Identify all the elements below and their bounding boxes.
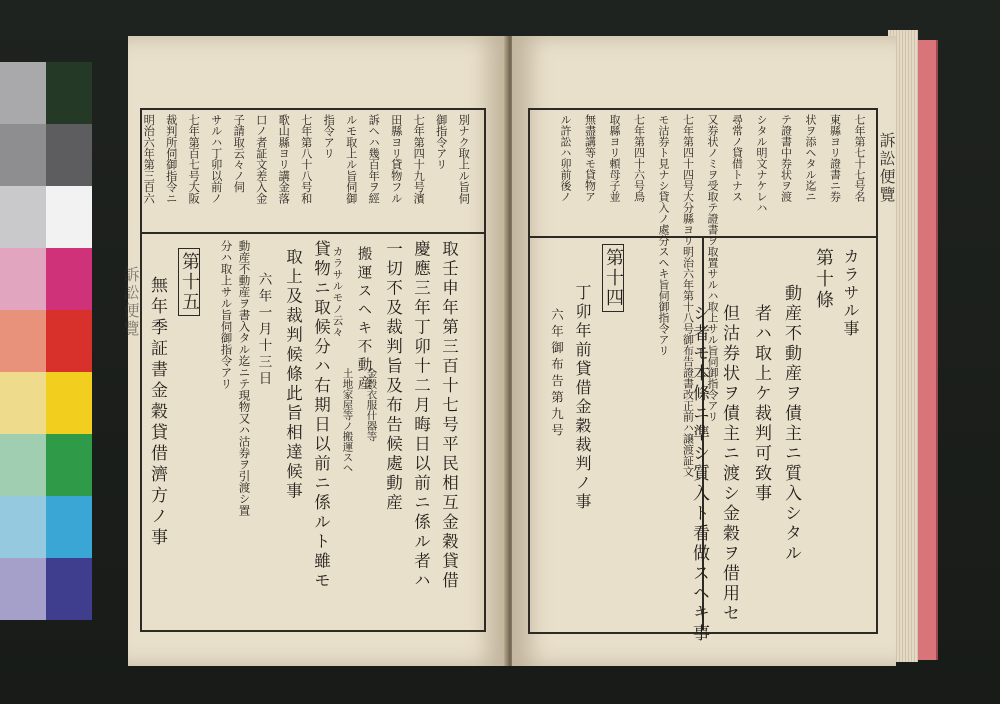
right-section-heading: 第十四 bbox=[602, 244, 624, 312]
headnote-column: 七年第四十四号大分縣ヨリ明治六年第十八号御布告證書改正前ハ譲渡証文 bbox=[681, 114, 695, 477]
headnote-column: 別ナク取上ル旨伺 bbox=[457, 114, 471, 204]
body-column: 取上及裁判候條此旨相達候事 bbox=[283, 248, 303, 502]
headnote-column: 無盡講等モ貸物ア bbox=[583, 114, 597, 202]
headnote-column: 七年第七十七号名 bbox=[853, 114, 866, 202]
headnote-column: 子請取云々ノ伺 bbox=[232, 114, 246, 193]
color-swatch bbox=[46, 124, 92, 186]
body-column: 但沽券状ヲ債主ニ渡シ金穀ヲ借用セ bbox=[719, 304, 739, 624]
body-column: 慶應三年丁卯十二月晦日以前ニ係ル者ハ bbox=[411, 240, 431, 591]
color-swatch bbox=[0, 310, 46, 372]
color-swatch bbox=[46, 372, 92, 434]
headnote-column: 訴ヘハ幾百年ヲ經 bbox=[367, 114, 381, 204]
headnote-column: 田縣ヨリ貸物フル bbox=[389, 114, 403, 204]
body-column: 動産不動産ヲ債主ニ質入シタル bbox=[781, 284, 801, 564]
body-column: 搬運スヘキ不動産 bbox=[355, 246, 372, 394]
headnote-column: ルモ取上ル旨伺御 bbox=[344, 114, 358, 204]
headnote-column: 歌山縣ヨリ講金落 bbox=[277, 114, 291, 204]
body-column: カラサルモノ云々 bbox=[331, 246, 344, 338]
headnote-column: 裁判所伺御指令ニ bbox=[164, 114, 178, 204]
headnote-column: 七年第四十九号濱 bbox=[412, 114, 426, 204]
body-column: 者ハ取上ケ裁判可致事 bbox=[751, 304, 771, 504]
left-head-rule bbox=[140, 232, 484, 234]
color-swatch bbox=[0, 434, 46, 496]
body-column: 取壬申年第三百十七号平民相互金穀貸借 bbox=[439, 240, 459, 591]
left-article-title: 無年季証書金穀貸借濟方ノ事 bbox=[147, 276, 167, 549]
color-swatch bbox=[0, 62, 46, 124]
color-swatch bbox=[46, 248, 92, 310]
right-article-title: 丁卯年前貸借金穀裁判ノ事 bbox=[573, 284, 592, 512]
headnote-column: 尋常ノ貸借トナス bbox=[730, 114, 744, 202]
color-swatch bbox=[0, 496, 46, 558]
headnote-column: 指令アリ bbox=[322, 114, 336, 159]
left-section-heading: 第十五 bbox=[178, 248, 200, 316]
color-swatch bbox=[46, 186, 92, 248]
headnote-column: 七年第八十八号和 bbox=[299, 114, 313, 204]
body-column: 分ハ取上サル旨伺御指令アリ bbox=[219, 240, 234, 390]
headnote-column: 御指令アリ bbox=[434, 114, 448, 170]
left-page bbox=[121, 36, 506, 666]
color-swatch bbox=[46, 496, 92, 558]
color-swatch bbox=[0, 558, 46, 620]
headnote-column: 状ヲ添ヘタル迄ニ bbox=[804, 114, 817, 202]
right-page bbox=[512, 36, 896, 666]
body-column: 動産不動産ヲ書入タル迄ニテ現物又ハ沽券ヲ引渡シ置 bbox=[237, 240, 252, 516]
right-running-title: 訴訟便覽 bbox=[877, 132, 896, 204]
headnote-column: 七年第百七号大阪 bbox=[187, 114, 201, 204]
headnote-column: サルハ丁卯以前ノ bbox=[209, 114, 223, 204]
color-swatch bbox=[0, 124, 46, 186]
headnote-column: テ證書中券状ヲ渡 bbox=[779, 114, 793, 202]
body-column: 金穀衣服什器等 bbox=[365, 368, 378, 442]
color-swatch bbox=[46, 434, 92, 496]
headnote-column: ル許訟ハ卯前後ノ bbox=[559, 114, 572, 202]
color-swatch bbox=[0, 372, 46, 434]
color-swatch bbox=[46, 558, 92, 620]
body-column: 土地家屋等ノ搬運スヘ bbox=[341, 368, 354, 473]
left-running-title: 訴訟便覽 bbox=[121, 266, 140, 338]
color-calibration-chart bbox=[0, 62, 92, 628]
body-column: 一切不及裁判旨及布告候處動産 bbox=[383, 240, 403, 513]
color-swatch bbox=[46, 310, 92, 372]
headnote-column: 東縣ヨリ證書ニ券 bbox=[828, 114, 842, 202]
headnote-column: 又券状ノミヲ受取テ證書ヲ取置サルハ取上サル旨伺御指令アリ bbox=[706, 114, 719, 422]
color-swatch bbox=[46, 62, 92, 124]
headnote-column: 明治六年第三百六 bbox=[142, 114, 156, 204]
headnote-column: 取縣ヨリ頼母子並 bbox=[608, 114, 621, 202]
color-swatch bbox=[0, 186, 46, 248]
headnote-column: 口ノ者証文差入金 bbox=[254, 114, 268, 204]
body-column: 貸物ニ取候分ハ右期日以前ニ係ルト雖モ bbox=[311, 240, 331, 591]
body-column: 第十條 bbox=[813, 248, 834, 311]
body-column: シ者モ本條ニ準シ質入ト看做スヘキ事 bbox=[689, 304, 709, 644]
color-swatch bbox=[0, 248, 46, 310]
right-article-note: 六年御布告第九号 bbox=[549, 308, 565, 440]
headnote-column: シタル明文ナケレハ bbox=[755, 114, 768, 213]
headnote-column: モ沽券ト見ナシ貸入ノ處分スヘキ旨伺御指令アリ bbox=[657, 114, 670, 356]
body-column: 六年一月十三日 bbox=[255, 272, 272, 388]
body-column: カラサル事 bbox=[841, 248, 860, 338]
headnote-column: 七年第四十六号鳥 bbox=[632, 114, 646, 202]
